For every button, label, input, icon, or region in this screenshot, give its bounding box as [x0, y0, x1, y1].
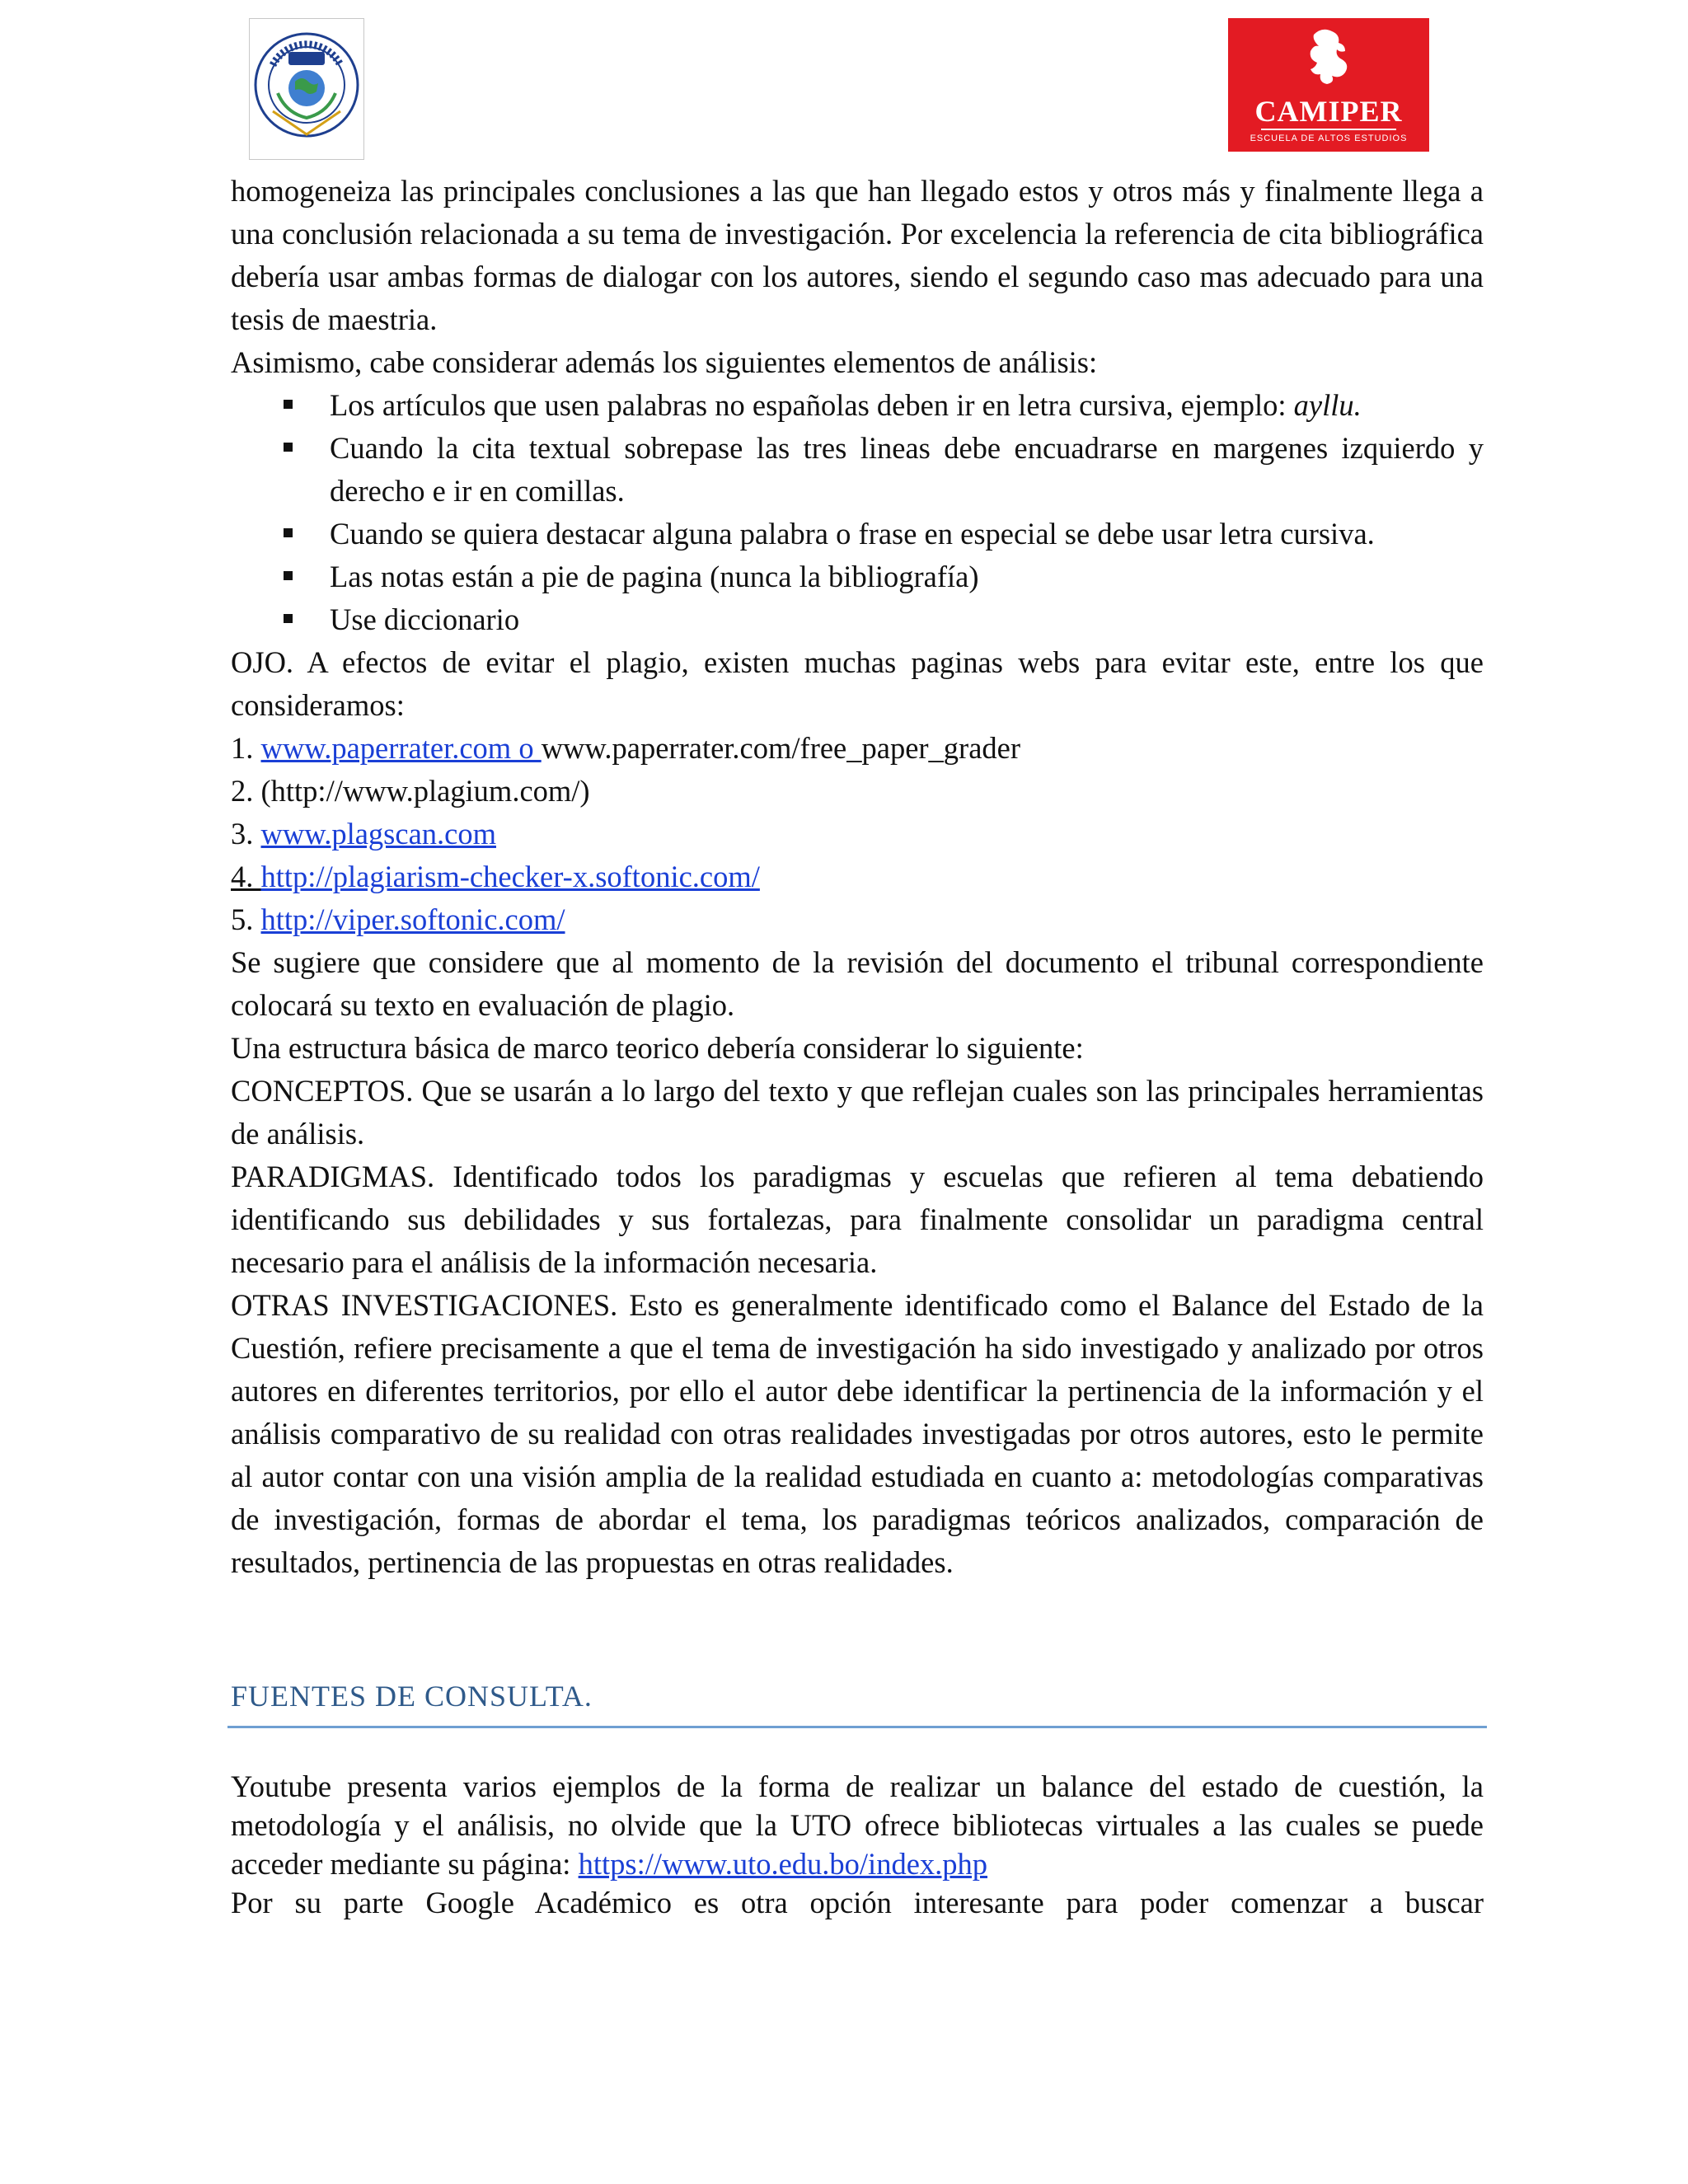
list-item-text: Los artículos que usen palabras no españolas deben ir en letra cursiva, ejemplo:	[330, 388, 1294, 422]
site-number: 4.	[231, 860, 261, 893]
site-number: 5.	[231, 902, 261, 936]
bullet-square-icon	[284, 571, 293, 580]
site-item-2: 2. (http://www.plagium.com/)	[231, 774, 590, 808]
camiper-name: CAMIPER	[1254, 95, 1403, 128]
lion-icon	[1228, 18, 1429, 94]
camiper-subtitle: ESCUELA DE ALTOS ESTUDIOS	[1250, 134, 1408, 143]
site-item-4	[231, 855, 1484, 898]
list-item-text: Las notas están a pie de pagina (nunca la bibliografía)	[330, 560, 979, 593]
paragraph-otras-investigaciones: OTRAS INVESTIGACIONES. Esto es generalmente identificado como el Balance del Estado de la Cuestión, refiere precisamente a que el tema de investigación ha sido investigado y analizado por otros autores en diferentes territorios, por ello el autor debe identificar la pertinencia de la información y el análisis comparativo de su realidad con otras realidades investigadas por otros autores, esto le permite al autor contar con una visión amplia de la realidad estudiada en cuanto a: metodologías comparativas de investigación, formas de abordar el tema, los paradigmas teóricos analizados, comparación de resultados, pertinencia de las propuestas en otras realidades.	[231, 1288, 1484, 1579]
site-item-1	[231, 727, 1484, 770]
paragraph-suggestion: Se sugiere que considere que al momento de la revisión del documento el tribunal correspondiente colocará su texto en evaluación de plagio.	[231, 945, 1484, 1022]
bullet-square-icon	[284, 400, 293, 409]
document-body	[231, 170, 1484, 1584]
list-item	[231, 427, 1484, 513]
section-heading-fuentes: FUENTES DE CONSULTA.	[231, 1680, 593, 1713]
plagiarism-checker-link[interactable]: http://plagiarism-checker-x.softonic.com/	[260, 860, 760, 893]
paperrater-link[interactable]: www.paperrater.com o	[260, 731, 542, 765]
viper-link[interactable]: http://viper.softonic.com/	[260, 902, 565, 936]
site-item-5	[231, 898, 1484, 941]
camiper-divider	[1261, 129, 1396, 130]
camiper-logo	[1228, 18, 1429, 152]
list-item	[231, 384, 1484, 427]
list-item	[231, 555, 1484, 598]
plagscan-link[interactable]: www.plagscan.com	[260, 817, 496, 851]
epg-logo	[249, 18, 364, 160]
bullet-square-icon	[284, 614, 293, 623]
bullet-square-icon	[284, 528, 293, 537]
site-item-3	[231, 813, 1484, 855]
paragraph-paradigmas: PARADIGMAS. Identificado todos los paradigmas y escuelas que refieren al tema debatiendo identificando sus debilidades y sus fortalezas, para finalmente consolidar un paradigma central necesario para el análisis de la información necesaria.	[231, 1160, 1484, 1279]
list-item-text: Cuando la cita textual sobrepase las tres lineas debe encuadrarse en margenes izquierdo y derecho e ir en comillas.	[330, 431, 1484, 508]
paragraph-youtube	[231, 1767, 1484, 1883]
sources-body	[231, 1767, 1484, 1922]
uto-link[interactable]: https://www.uto.edu.bo/index.php	[578, 1847, 988, 1881]
site-number: 1.	[231, 731, 261, 765]
bullet-square-icon	[284, 443, 293, 452]
paragraph-youtube-text: Youtube presenta varios ejemplos de la forma de realizar un balance del estado de cuestión, la metodología y el análisis, no olvide que la UTO ofrece bibliotecas virtuales a las cuales se puede acceder mediante su página:	[231, 1769, 1484, 1881]
paragraph-structure-intro: Una estructura básica de marco teorico debería considerar lo siguiente:	[231, 1031, 1084, 1065]
list-item-text: Cuando se quiera destacar alguna palabra o frase en especial se debe usar letra cursiva.	[330, 517, 1375, 551]
paragraph-google-academico: Por su parte Google Académico es otra opción interesante para poder comenzar a buscar	[231, 1886, 1484, 1919]
paragraph-conclusions: homogeneiza las principales conclusiones a las que han llegado estos y otros más y finalmente llega a una conclusión relacionada a su tema de investigación. Por excelencia la referencia de cita bibliográfica debería usar ambas formas de dialogar con los autores, siendo el segundo caso mas adecuado para una tesis de maestria.	[231, 174, 1484, 336]
list-item	[231, 598, 1484, 641]
elements-list	[231, 384, 1484, 641]
list-item-example: ayllu.	[1293, 388, 1362, 422]
epg-seal-icon	[250, 19, 363, 159]
paragraph-elements-intro: Asimismo, cabe considerar además los siguientes elementos de análisis:	[231, 345, 1098, 379]
site-number: 3.	[231, 817, 261, 851]
list-item-text: Use diccionario	[330, 602, 520, 636]
list-item	[231, 513, 1484, 555]
paragraph-conceptos: CONCEPTOS. Que se usarán a lo largo del texto y que reflejan cuales son las principales herramientas de análisis.	[231, 1074, 1484, 1151]
paperrater-grader-url: www.paperrater.com/free_paper_grader	[541, 731, 1021, 765]
heading-divider	[227, 1726, 1487, 1728]
paragraph-plagiarism-note: OJO. A efectos de evitar el plagio, existen muchas paginas webs para evitar este, entre los que consideramos:	[231, 645, 1484, 722]
